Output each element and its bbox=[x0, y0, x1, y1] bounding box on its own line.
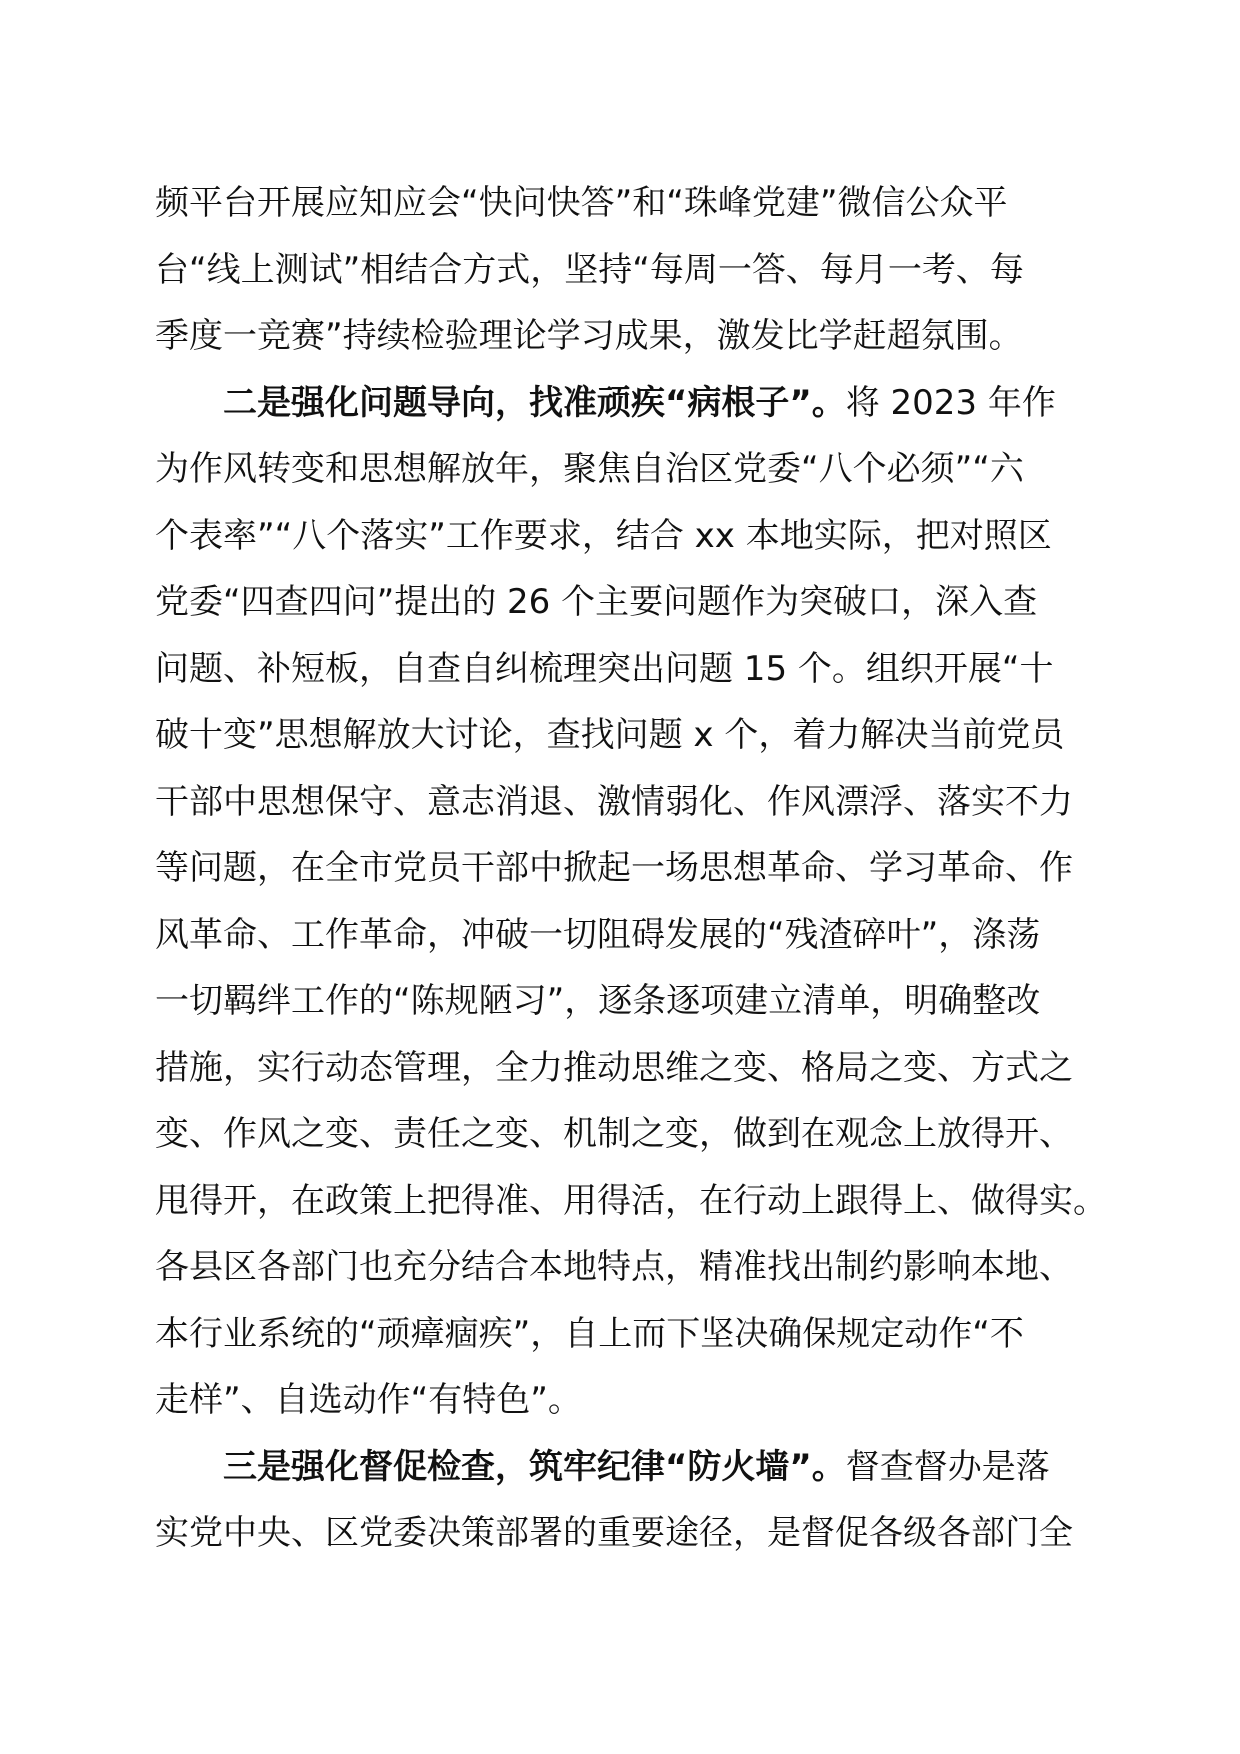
document-body bbox=[155, 170, 1107, 1567]
paragraph-line: 甩得开，在政策上把得准、用得活，在行动上跟得上、做得实。 bbox=[155, 1180, 1107, 1221]
paragraph-line: 等问题，在全市党员干部中掀起一场思想革命、学习革命、作 bbox=[155, 848, 1073, 888]
paragraph-line: 频平台开展应知应会“快问快答”和“珠峰党建”微信公众平 bbox=[155, 183, 1008, 223]
paragraph-line: 变、作风之变、责任之变、机制之变，做到在观念上放得开、 bbox=[155, 1114, 1073, 1154]
paragraph-line: 季度一竞赛”持续检验理论学习成果，激发比学赶超氛围。 bbox=[155, 316, 1023, 356]
paragraph-first-line bbox=[155, 370, 1085, 437]
paragraph-line: 本行业系统的“顽瘴痼疾”，自上而下坚决确保规定动作“不 bbox=[155, 1313, 1024, 1354]
paragraph-line: 个表率”“八个落实”工作要求，结合 xx 本地实际，把对照区 bbox=[155, 515, 1052, 556]
paragraph-line: 党委“四查四问”提出的 26 个主要问题作为突破口，深入查 bbox=[155, 582, 1038, 622]
paragraph-first-line bbox=[155, 1434, 1085, 1501]
paragraph-heading: 二是强化问题导向，找准顽疾“病根子”。 bbox=[223, 382, 846, 423]
paragraph-line: 各县区各部门也充分结合本地特点，精准找出制约影响本地、 bbox=[155, 1247, 1073, 1287]
paragraph-line: 一切羁绊工作的“陈规陋习”，逐条逐项建立清单，明确整改 bbox=[155, 981, 1041, 1021]
paragraph-line: 干部中思想保守、意志消退、激情弱化、作风漂浮、落实不力 bbox=[155, 781, 1073, 822]
paragraph-text: 将 2023 年作 bbox=[845, 382, 1056, 423]
paragraph-heading: 三是强化督促检查，筑牢纪律“防火墙”。 bbox=[223, 1446, 846, 1487]
paragraph-line: 走样”、自选动作“有特色”。 bbox=[155, 1380, 582, 1420]
paragraph-line: 破十变”思想解放大讨论，查找问题 x 个，着力解决当前党员 bbox=[155, 715, 1065, 755]
paragraph-line: 实党中央、区党委决策部署的重要途径，是督促各级各部门全 bbox=[155, 1513, 1073, 1553]
paragraph-line: 风革命、工作革命，冲破一切阻碍发展的“残渣碎叶”，涤荡 bbox=[155, 914, 1041, 955]
paragraph-line: 问题、补短板，自查自纠梳理突出问题 15 个。组织开展“十 bbox=[155, 648, 1054, 689]
paragraph-line: 台“线上测试”相结合方式，坚持“每周一答、每月一考、每 bbox=[155, 249, 1024, 290]
paragraph-text: 督查督办是落 bbox=[845, 1446, 1050, 1487]
paragraph-line: 为作风转变和思想解放年，聚焦自治区党委“八个必须”“六 bbox=[155, 449, 1024, 489]
paragraph-line: 措施，实行动态管理，全力推动思维之变、格局之变、方式之 bbox=[155, 1047, 1073, 1088]
